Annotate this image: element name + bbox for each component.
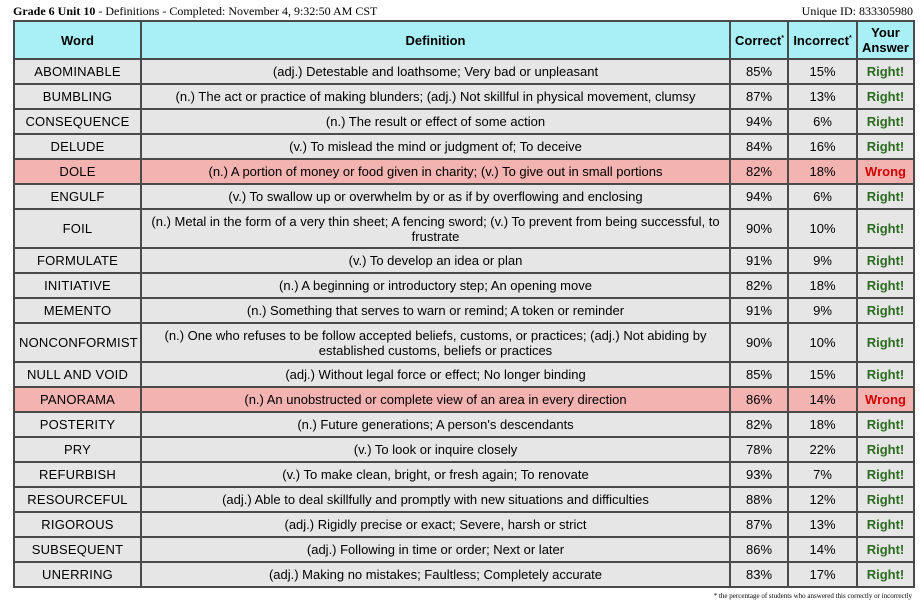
- footnote: * the percentage of students who answered this correctly or incorrectly: [713, 592, 912, 600]
- answer-result-cell: Right!: [857, 437, 914, 462]
- definition-cell: (v.) To develop an idea or plan: [141, 248, 730, 273]
- word-cell: PANORAMA: [14, 387, 141, 412]
- correct-percent-cell: 86%: [730, 387, 788, 412]
- incorrect-percent-cell: 9%: [788, 248, 857, 273]
- definition-cell: (n.) One who refuses to be follow accepted beliefs, customs, or practices; (adj.) Not abiding by established customs, beliefs or practices: [141, 323, 730, 362]
- table-row: [14, 159, 914, 184]
- incorrect-percent-cell: 13%: [788, 512, 857, 537]
- incorrect-percent-cell: 18%: [788, 273, 857, 298]
- results-table: [13, 20, 915, 588]
- table-row: [14, 134, 914, 159]
- correct-percent-cell: 85%: [730, 362, 788, 387]
- word-cell: ENGULF: [14, 184, 141, 209]
- incorrect-percent-cell: 10%: [788, 323, 857, 362]
- correct-percent-cell: 90%: [730, 209, 788, 248]
- column-header-word: Word: [14, 21, 141, 59]
- answer-result-cell: Right!: [857, 84, 914, 109]
- definition-cell: (adj.) Detestable and loathsome; Very bad or unpleasant: [141, 59, 730, 84]
- definition-cell: (adj.) Rigidly precise or exact; Severe, harsh or strict: [141, 512, 730, 537]
- word-cell: BUMBLING: [14, 84, 141, 109]
- answer-result-cell: Right!: [857, 134, 914, 159]
- incorrect-percent-cell: 9%: [788, 298, 857, 323]
- definition-cell: (n.) Something that serves to warn or remind; A token or reminder: [141, 298, 730, 323]
- word-cell: SUBSEQUENT: [14, 537, 141, 562]
- word-cell: DELUDE: [14, 134, 141, 159]
- correct-percent-cell: 83%: [730, 562, 788, 587]
- incorrect-percent-cell: 18%: [788, 412, 857, 437]
- definition-cell: (n.) The act or practice of making blunders; (adj.) Not skillful in physical movement, clumsy: [141, 84, 730, 109]
- correct-percent-cell: 85%: [730, 59, 788, 84]
- column-header-incorrect: Incorrect*: [788, 21, 857, 59]
- answer-result-cell: Right!: [857, 323, 914, 362]
- incorrect-percent-cell: 17%: [788, 562, 857, 587]
- correct-percent-cell: 87%: [730, 512, 788, 537]
- answer-result-cell: Right!: [857, 109, 914, 134]
- answer-result-cell: Right!: [857, 59, 914, 84]
- word-cell: DOLE: [14, 159, 141, 184]
- table-row: [14, 537, 914, 562]
- word-cell: NULL AND VOID: [14, 362, 141, 387]
- word-cell: POSTERITY: [14, 412, 141, 437]
- word-cell: FOIL: [14, 209, 141, 248]
- word-cell: PRY: [14, 437, 141, 462]
- incorrect-percent-cell: 14%: [788, 387, 857, 412]
- correct-percent-cell: 86%: [730, 537, 788, 562]
- table-header: [14, 21, 914, 59]
- word-cell: FORMULATE: [14, 248, 141, 273]
- column-header-definition: Definition: [141, 21, 730, 59]
- incorrect-percent-cell: 18%: [788, 159, 857, 184]
- table-row: [14, 562, 914, 587]
- table-row: [14, 298, 914, 323]
- word-cell: REFURBISH: [14, 462, 141, 487]
- report-header: [13, 3, 913, 19]
- incorrect-percent-cell: 15%: [788, 362, 857, 387]
- correct-percent-cell: 93%: [730, 462, 788, 487]
- answer-result-cell: Right!: [857, 362, 914, 387]
- correct-percent-cell: 94%: [730, 109, 788, 134]
- definition-cell: (adj.) Able to deal skillfully and promptly with new situations and difficulties: [141, 487, 730, 512]
- answer-result-cell: Right!: [857, 298, 914, 323]
- correct-percent-cell: 91%: [730, 248, 788, 273]
- incorrect-percent-cell: 7%: [788, 462, 857, 487]
- table-row: [14, 184, 914, 209]
- answer-result-cell: Right!: [857, 184, 914, 209]
- answer-result-cell: Wrong: [857, 387, 914, 412]
- definition-cell: (v.) To make clean, bright, or fresh again; To renovate: [141, 462, 730, 487]
- incorrect-percent-cell: 12%: [788, 487, 857, 512]
- word-cell: INITIATIVE: [14, 273, 141, 298]
- incorrect-percent-cell: 13%: [788, 84, 857, 109]
- table-row: [14, 273, 914, 298]
- footnote-marker: *: [848, 34, 852, 42]
- table-row: [14, 387, 914, 412]
- correct-percent-cell: 82%: [730, 273, 788, 298]
- table-row: [14, 323, 914, 362]
- answer-result-cell: Right!: [857, 512, 914, 537]
- incorrect-percent-cell: 22%: [788, 437, 857, 462]
- answer-result-cell: Right!: [857, 209, 914, 248]
- table-row: [14, 59, 914, 84]
- unique-id: Unique ID: 833305980: [801, 4, 913, 18]
- incorrect-percent-cell: 15%: [788, 59, 857, 84]
- column-header-correct: Correct*: [730, 21, 788, 59]
- table-row: [14, 362, 914, 387]
- correct-percent-cell: 78%: [730, 437, 788, 462]
- definition-cell: (n.) A beginning or introductory step; An opening move: [141, 273, 730, 298]
- table-row: [14, 109, 914, 134]
- answer-result-cell: Right!: [857, 562, 914, 587]
- answer-result-cell: Right!: [857, 537, 914, 562]
- footnote-marker: *: [781, 34, 784, 42]
- correct-percent-cell: 82%: [730, 159, 788, 184]
- definition-cell: (n.) The result or effect of some action: [141, 109, 730, 134]
- definition-cell: (n.) Metal in the form of a very thin sheet; A fencing sword; (v.) To prevent from being successful, to frustrate: [141, 209, 730, 248]
- table-row: [14, 248, 914, 273]
- answer-result-cell: Right!: [857, 487, 914, 512]
- answer-result-cell: Right!: [857, 462, 914, 487]
- answer-result-cell: Right!: [857, 273, 914, 298]
- word-cell: MEMENTO: [14, 298, 141, 323]
- correct-percent-cell: 90%: [730, 323, 788, 362]
- definition-cell: (adj.) Without legal force or effect; No longer binding: [141, 362, 730, 387]
- report-title: Grade 6 Unit 10: [13, 4, 96, 18]
- table-row: [14, 209, 914, 248]
- definition-cell: (adj.) Making no mistakes; Faultless; Completely accurate: [141, 562, 730, 587]
- word-cell: UNERRING: [14, 562, 141, 587]
- correct-percent-cell: 84%: [730, 134, 788, 159]
- table-row: [14, 512, 914, 537]
- definition-cell: (n.) Future generations; A person's descendants: [141, 412, 730, 437]
- answer-result-cell: Right!: [857, 412, 914, 437]
- correct-percent-cell: 94%: [730, 184, 788, 209]
- answer-result-cell: Right!: [857, 248, 914, 273]
- word-cell: ABOMINABLE: [14, 59, 141, 84]
- word-cell: NONCONFORMIST: [14, 323, 141, 362]
- definition-cell: (n.) An unobstructed or complete view of an area in every direction: [141, 387, 730, 412]
- table-row: [14, 487, 914, 512]
- answer-result-cell: Wrong: [857, 159, 914, 184]
- incorrect-percent-cell: 6%: [788, 184, 857, 209]
- incorrect-percent-cell: 16%: [788, 134, 857, 159]
- report-subtitle: - Definitions - Completed: November 4, 9:32:50 AM CST: [95, 4, 378, 18]
- table-row: [14, 462, 914, 487]
- table-body: [14, 59, 914, 587]
- correct-percent-cell: 91%: [730, 298, 788, 323]
- table-row: [14, 84, 914, 109]
- correct-percent-cell: 82%: [730, 412, 788, 437]
- definition-cell: (v.) To look or inquire closely: [141, 437, 730, 462]
- correct-percent-cell: 88%: [730, 487, 788, 512]
- table-row: [14, 412, 914, 437]
- table-row: [14, 437, 914, 462]
- word-cell: CONSEQUENCE: [14, 109, 141, 134]
- definition-cell: (v.) To swallow up or overwhelm by or as if by overflowing and enclosing: [141, 184, 730, 209]
- column-header-answer: Your Answer: [857, 21, 914, 59]
- correct-percent-cell: 87%: [730, 84, 788, 109]
- incorrect-percent-cell: 14%: [788, 537, 857, 562]
- definition-cell: (n.) A portion of money or food given in charity; (v.) To give out in small portions: [141, 159, 730, 184]
- incorrect-percent-cell: 10%: [788, 209, 857, 248]
- incorrect-percent-cell: 6%: [788, 109, 857, 134]
- word-cell: RESOURCEFUL: [14, 487, 141, 512]
- definition-cell: (v.) To mislead the mind or judgment of; To deceive: [141, 134, 730, 159]
- word-cell: RIGOROUS: [14, 512, 141, 537]
- definition-cell: (adj.) Following in time or order; Next or later: [141, 537, 730, 562]
